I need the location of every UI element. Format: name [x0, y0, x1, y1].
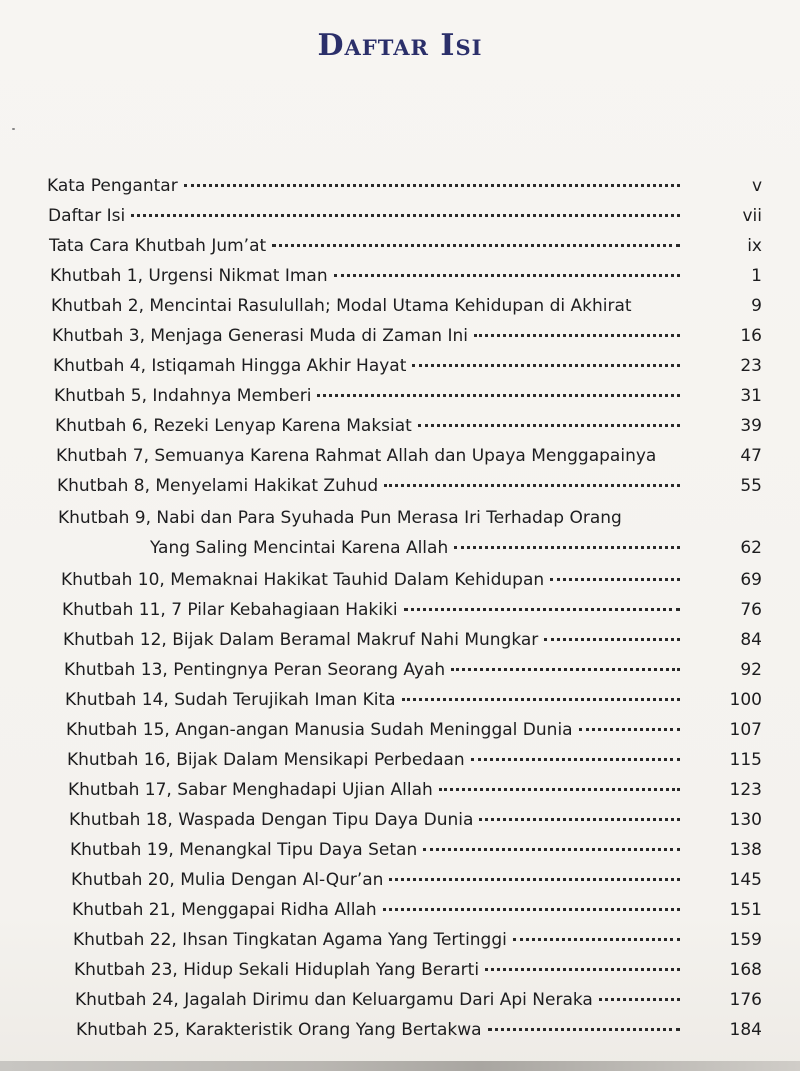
toc-entry-title: Khutbah 22, Ihsan Tingkatan Agama Yang Tertinggi	[73, 930, 507, 950]
toc-entry[interactable]	[0, 203, 800, 233]
toc-entry-row	[66, 717, 686, 743]
toc-entry[interactable]	[0, 323, 800, 353]
toc-entry-row	[54, 383, 686, 409]
toc-page-number: 168	[729, 960, 762, 980]
toc-page-number: 47	[740, 446, 762, 466]
toc-page-number: 23	[740, 356, 762, 376]
toc-entry-title: Khutbah 11, 7 Pilar Kebahagiaan Hakiki	[62, 600, 398, 620]
toc-entry[interactable]	[0, 505, 800, 535]
toc-page-number: 123	[729, 780, 762, 800]
toc-entry-title: Khutbah 20, Mulia Dengan Al-Qur’an	[71, 870, 384, 890]
toc-page-number: 151	[729, 900, 762, 920]
toc-entry-title: Khutbah 2, Mencintai Rasulullah; Modal Utama Kehidupan di Akhirat	[51, 296, 632, 316]
toc-page-number: 9	[751, 296, 762, 316]
toc-entry-title: Khutbah 7, Semuanya Karena Rahmat Allah dan Upaya Menggapainya	[56, 446, 657, 466]
toc-entry[interactable]	[0, 535, 800, 565]
toc-entry-title: Khutbah 1, Urgensi Nikmat Iman	[50, 266, 328, 286]
dot-leader	[544, 638, 680, 641]
toc-entry-row	[64, 657, 686, 683]
dot-leader	[184, 184, 680, 187]
dot-leader	[272, 244, 680, 247]
toc-entry[interactable]	[0, 473, 800, 503]
dot-leader	[402, 698, 680, 701]
toc-entry-row	[69, 807, 686, 833]
toc-entry[interactable]	[0, 987, 800, 1017]
toc-page-number: 159	[729, 930, 762, 950]
toc-page-number: 84	[740, 630, 762, 650]
toc-page-number: 184	[729, 1020, 762, 1040]
toc-entry[interactable]	[0, 627, 800, 657]
toc-entry[interactable]	[0, 837, 800, 867]
toc-entry[interactable]	[0, 927, 800, 957]
toc-entry-row	[58, 505, 686, 531]
toc-entry[interactable]	[0, 897, 800, 927]
toc-entry-title: Khutbah 5, Indahnya Memberi	[54, 386, 312, 406]
toc-page-number: vii	[742, 206, 762, 226]
toc-entry-title: Yang Saling Mencintai Karena Allah	[150, 538, 449, 558]
toc-entry-row	[56, 443, 686, 469]
toc-entry[interactable]	[0, 263, 800, 293]
dot-leader	[479, 818, 680, 821]
toc-entry-title: Khutbah 24, Jagalah Dirimu dan Keluargamu Dari Api Neraka	[75, 990, 593, 1010]
dot-leader	[317, 394, 680, 397]
toc-entry-title: Khutbah 8, Menyelami Hakikat Zuhud	[57, 476, 379, 496]
toc-entry-title: Khutbah 21, Menggapai Ridha Allah	[72, 900, 377, 920]
dot-leader	[485, 968, 680, 971]
toc-entry[interactable]	[0, 687, 800, 717]
dot-leader	[454, 546, 680, 549]
toc-entry-row	[71, 867, 686, 893]
toc-entry-row	[70, 837, 686, 863]
toc-entry[interactable]	[0, 747, 800, 777]
toc-entry-row	[49, 233, 686, 259]
dot-leader	[488, 1028, 680, 1031]
toc-entry[interactable]	[0, 867, 800, 897]
toc-entry[interactable]	[0, 233, 800, 263]
toc-page-number: 39	[740, 416, 762, 436]
dot-leader	[404, 608, 680, 611]
toc-entry-title: Khutbah 23, Hidup Sekali Hiduplah Yang Berarti	[74, 960, 480, 980]
toc-entry-title: Khutbah 19, Menangkal Tipu Daya Setan	[70, 840, 418, 860]
toc-entry[interactable]	[0, 957, 800, 987]
toc-entry[interactable]	[0, 807, 800, 837]
toc-entry[interactable]	[0, 597, 800, 627]
toc-page-number: 92	[740, 660, 762, 680]
toc-entry-row	[62, 597, 686, 623]
toc-entry-title: Daftar Isi	[48, 206, 126, 226]
dot-leader	[131, 214, 680, 217]
toc-entry-title: Khutbah 3, Menjaga Generasi Muda di Zaman Ini	[52, 326, 468, 346]
toc-page-number: 69	[740, 570, 762, 590]
toc-entry[interactable]	[0, 413, 800, 443]
toc-entry-row	[48, 203, 686, 229]
dot-leader	[418, 424, 680, 427]
toc-entry-title: Khutbah 10, Memaknai Hakikat Tauhid Dalam Kehidupan	[61, 570, 545, 590]
toc-entry[interactable]	[0, 173, 800, 203]
toc-entry[interactable]	[0, 353, 800, 383]
toc-entry-row	[73, 927, 686, 953]
toc-entry[interactable]	[0, 383, 800, 413]
toc-entry-title: Khutbah 18, Waspada Dengan Tipu Daya Dunia	[69, 810, 474, 830]
toc-page-number: 130	[729, 810, 762, 830]
toc-entry-row	[74, 957, 686, 983]
toc-entry-row	[76, 1017, 686, 1043]
toc-entry-row	[68, 777, 686, 803]
toc-entry-row	[65, 687, 686, 713]
toc-page-number: 107	[729, 720, 762, 740]
toc-entry-row	[67, 747, 686, 773]
toc-entry-title: Khutbah 13, Pentingnya Peran Seorang Ayah	[64, 660, 446, 680]
toc-entry-row	[55, 413, 686, 439]
toc-entry-title: Khutbah 12, Bijak Dalam Beramal Makruf Nahi Mungkar	[63, 630, 539, 650]
toc-entry-row	[75, 987, 686, 1013]
toc-entry-row	[61, 567, 686, 593]
toc-page-number: v	[751, 176, 762, 196]
toc-entry[interactable]	[0, 567, 800, 597]
dot-leader	[412, 364, 680, 367]
toc-entry-title: Khutbah 17, Sabar Menghadapi Ujian Allah	[68, 780, 433, 800]
toc-page-number: 55	[740, 476, 762, 496]
dot-leader	[513, 938, 680, 941]
toc-page-number: 62	[740, 538, 762, 558]
dot-leader	[439, 788, 680, 791]
page-mark	[12, 128, 15, 130]
dot-leader	[599, 998, 680, 1001]
toc-page-number: 145	[729, 870, 762, 890]
toc-entry[interactable]	[0, 1017, 800, 1047]
toc-entry-row	[52, 323, 686, 349]
dot-leader	[383, 908, 680, 911]
toc-entry-row	[58, 535, 686, 561]
toc-page-number: 138	[729, 840, 762, 860]
toc-entry[interactable]	[0, 443, 800, 473]
dot-leader	[451, 668, 680, 671]
toc-page-number: 1	[751, 266, 762, 286]
page-title: Daftar Isi	[317, 28, 483, 63]
toc-page-number: 16	[740, 326, 762, 346]
page-edge	[0, 1061, 800, 1071]
dot-leader	[334, 274, 680, 277]
toc-page-number: ix	[747, 236, 762, 256]
dot-leader	[471, 758, 680, 761]
toc-entry-title: Khutbah 4, Istiqamah Hingga Akhir Hayat	[53, 356, 407, 376]
toc-entry-title: Tata Cara Khutbah Jum’at	[49, 236, 267, 256]
toc-entry[interactable]	[0, 717, 800, 747]
toc-entry-title: Khutbah 14, Sudah Terujikah Iman Kita	[65, 690, 396, 710]
toc-page-number: 176	[729, 990, 762, 1010]
toc-entry-title: Kata Pengantar	[47, 176, 178, 196]
toc-entry-row	[53, 353, 686, 379]
toc-entry-row	[72, 897, 686, 923]
dot-leader	[579, 728, 680, 731]
toc-entry[interactable]	[0, 293, 800, 323]
toc-entry-row	[51, 293, 686, 319]
toc-entry-row	[50, 263, 686, 289]
toc-entry-row	[47, 173, 686, 199]
toc-entry-row	[63, 627, 686, 653]
dot-leader	[384, 484, 680, 487]
toc-page-number: 115	[729, 750, 762, 770]
toc-entry[interactable]	[0, 657, 800, 687]
toc-entry-title: Khutbah 16, Bijak Dalam Mensikapi Perbedaan	[67, 750, 465, 770]
toc-page-number: 31	[740, 386, 762, 406]
toc-entry[interactable]	[0, 777, 800, 807]
toc-entry-title: Khutbah 15, Angan-angan Manusia Sudah Meninggal Dunia	[66, 720, 573, 740]
toc-page-number: 100	[729, 690, 762, 710]
toc-entry-title: Khutbah 25, Karakteristik Orang Yang Bertakwa	[76, 1020, 482, 1040]
dot-leader	[389, 878, 680, 881]
dot-leader	[550, 578, 680, 581]
toc-entry-title: Khutbah 6, Rezeki Lenyap Karena Maksiat	[55, 416, 412, 436]
toc-entry-row	[57, 473, 686, 499]
toc-page-number: 76	[740, 600, 762, 620]
toc-entry-title: Khutbah 9, Nabi dan Para Syuhada Pun Merasa Iri Terhadap Orang	[58, 508, 622, 528]
dot-leader	[423, 848, 680, 851]
dot-leader	[474, 334, 680, 337]
